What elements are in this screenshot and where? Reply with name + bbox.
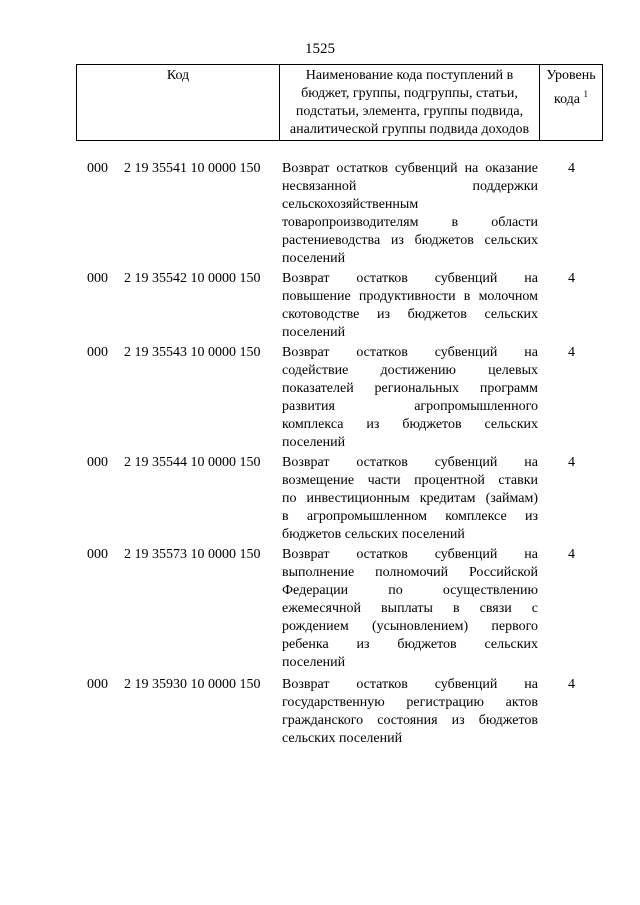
name-line: поселений	[282, 325, 346, 340]
name-line: рождением (усыновлением) первого	[282, 619, 538, 634]
name-line: показателей региональных программ	[282, 381, 538, 396]
revenue-name	[282, 676, 538, 748]
level-value: 4	[568, 677, 575, 692]
level-value: 4	[568, 271, 575, 286]
name-line: в агропромышленном комплексе из	[282, 509, 538, 524]
name-line: несвязанной поддержки	[282, 179, 538, 194]
admin-code: 000	[87, 547, 108, 562]
level-value: 4	[568, 455, 575, 470]
revenue-code: 2 19 35573 10 0000 150	[124, 547, 261, 562]
name-line: Федерации по осуществлению	[282, 583, 538, 598]
name-line: Возврат остатков субвенций на	[282, 547, 538, 562]
level-value: 4	[568, 547, 575, 562]
header-name-line: подстатьи, элемента, группы подвида,	[295, 104, 524, 119]
name-line: поселений	[282, 655, 346, 670]
name-line: Возврат остатков субвенций на оказание	[282, 161, 538, 176]
admin-code: 000	[87, 271, 108, 286]
revenue-code: 2 19 35543 10 0000 150	[124, 345, 261, 360]
level-value: 4	[568, 161, 575, 176]
footnote-marker: 1	[583, 89, 589, 99]
name-line: поселений	[282, 435, 346, 450]
table-header	[76, 64, 603, 141]
revenue-name	[282, 546, 538, 672]
page-number: 1525	[305, 41, 335, 57]
name-line: сельскохозяйственным	[282, 197, 419, 212]
revenue-name	[282, 270, 538, 342]
name-line: товаропроизводителям в области	[282, 215, 538, 230]
revenue-name	[282, 454, 538, 544]
name-line: Возврат остатков субвенций на	[282, 271, 538, 286]
admin-code: 000	[87, 161, 108, 176]
name-line: государственную регистрацию актов	[282, 695, 538, 710]
name-line: поселений	[282, 251, 346, 266]
name-line: содействие достижению целевых	[282, 363, 538, 378]
name-line: Возврат остатков субвенций на	[282, 677, 538, 692]
name-line: возмещение части процентной ставки	[282, 473, 538, 488]
name-line: растениеводства из бюджетов сельских	[282, 233, 538, 248]
header-name	[280, 65, 540, 140]
revenue-code: 2 19 35542 10 0000 150	[124, 271, 261, 286]
header-code: Код	[77, 65, 280, 140]
header-name-line: Наименование кода поступлений в	[305, 68, 514, 83]
name-line: повышение продуктивности в молочном	[282, 289, 538, 304]
name-line: развития агропромышленного	[282, 399, 538, 414]
admin-code: 000	[87, 345, 108, 360]
name-line: Возврат остатков субвенций на	[282, 345, 538, 360]
name-line: по инвестиционным кредитам (займам)	[282, 491, 538, 506]
name-line: гражданского состояния из бюджетов	[282, 713, 538, 728]
header-level	[540, 65, 602, 140]
name-line: сельских поселений	[282, 731, 403, 746]
name-line: выполнение полномочий Российской	[282, 565, 538, 580]
name-line: бюджетов сельских поселений	[282, 527, 465, 542]
revenue-name	[282, 160, 538, 268]
level-value: 4	[568, 345, 575, 360]
name-line: комплекса из бюджетов сельских	[282, 417, 538, 432]
revenue-code: 2 19 35541 10 0000 150	[124, 161, 261, 176]
admin-code: 000	[87, 677, 108, 692]
name-line: Возврат остатков субвенций на	[282, 455, 538, 470]
header-level-line2	[540, 85, 602, 109]
name-line: скотоводстве из бюджетов сельских	[282, 307, 538, 322]
revenue-code: 2 19 35930 10 0000 150	[124, 677, 261, 692]
header-name-line: аналитической группы подвида доходов	[289, 122, 530, 137]
name-line: ребенка из бюджетов сельских	[282, 637, 538, 652]
header-level-line1: Уровень	[546, 68, 596, 83]
header-level-word: кода	[553, 92, 581, 107]
header-name-line: бюджет, группы, подгруппы, статьи,	[301, 86, 518, 101]
revenue-code: 2 19 35544 10 0000 150	[124, 455, 261, 470]
name-line: ежемесячной выплаты в связи с	[282, 601, 538, 616]
admin-code: 000	[87, 455, 108, 470]
revenue-name	[282, 344, 538, 452]
